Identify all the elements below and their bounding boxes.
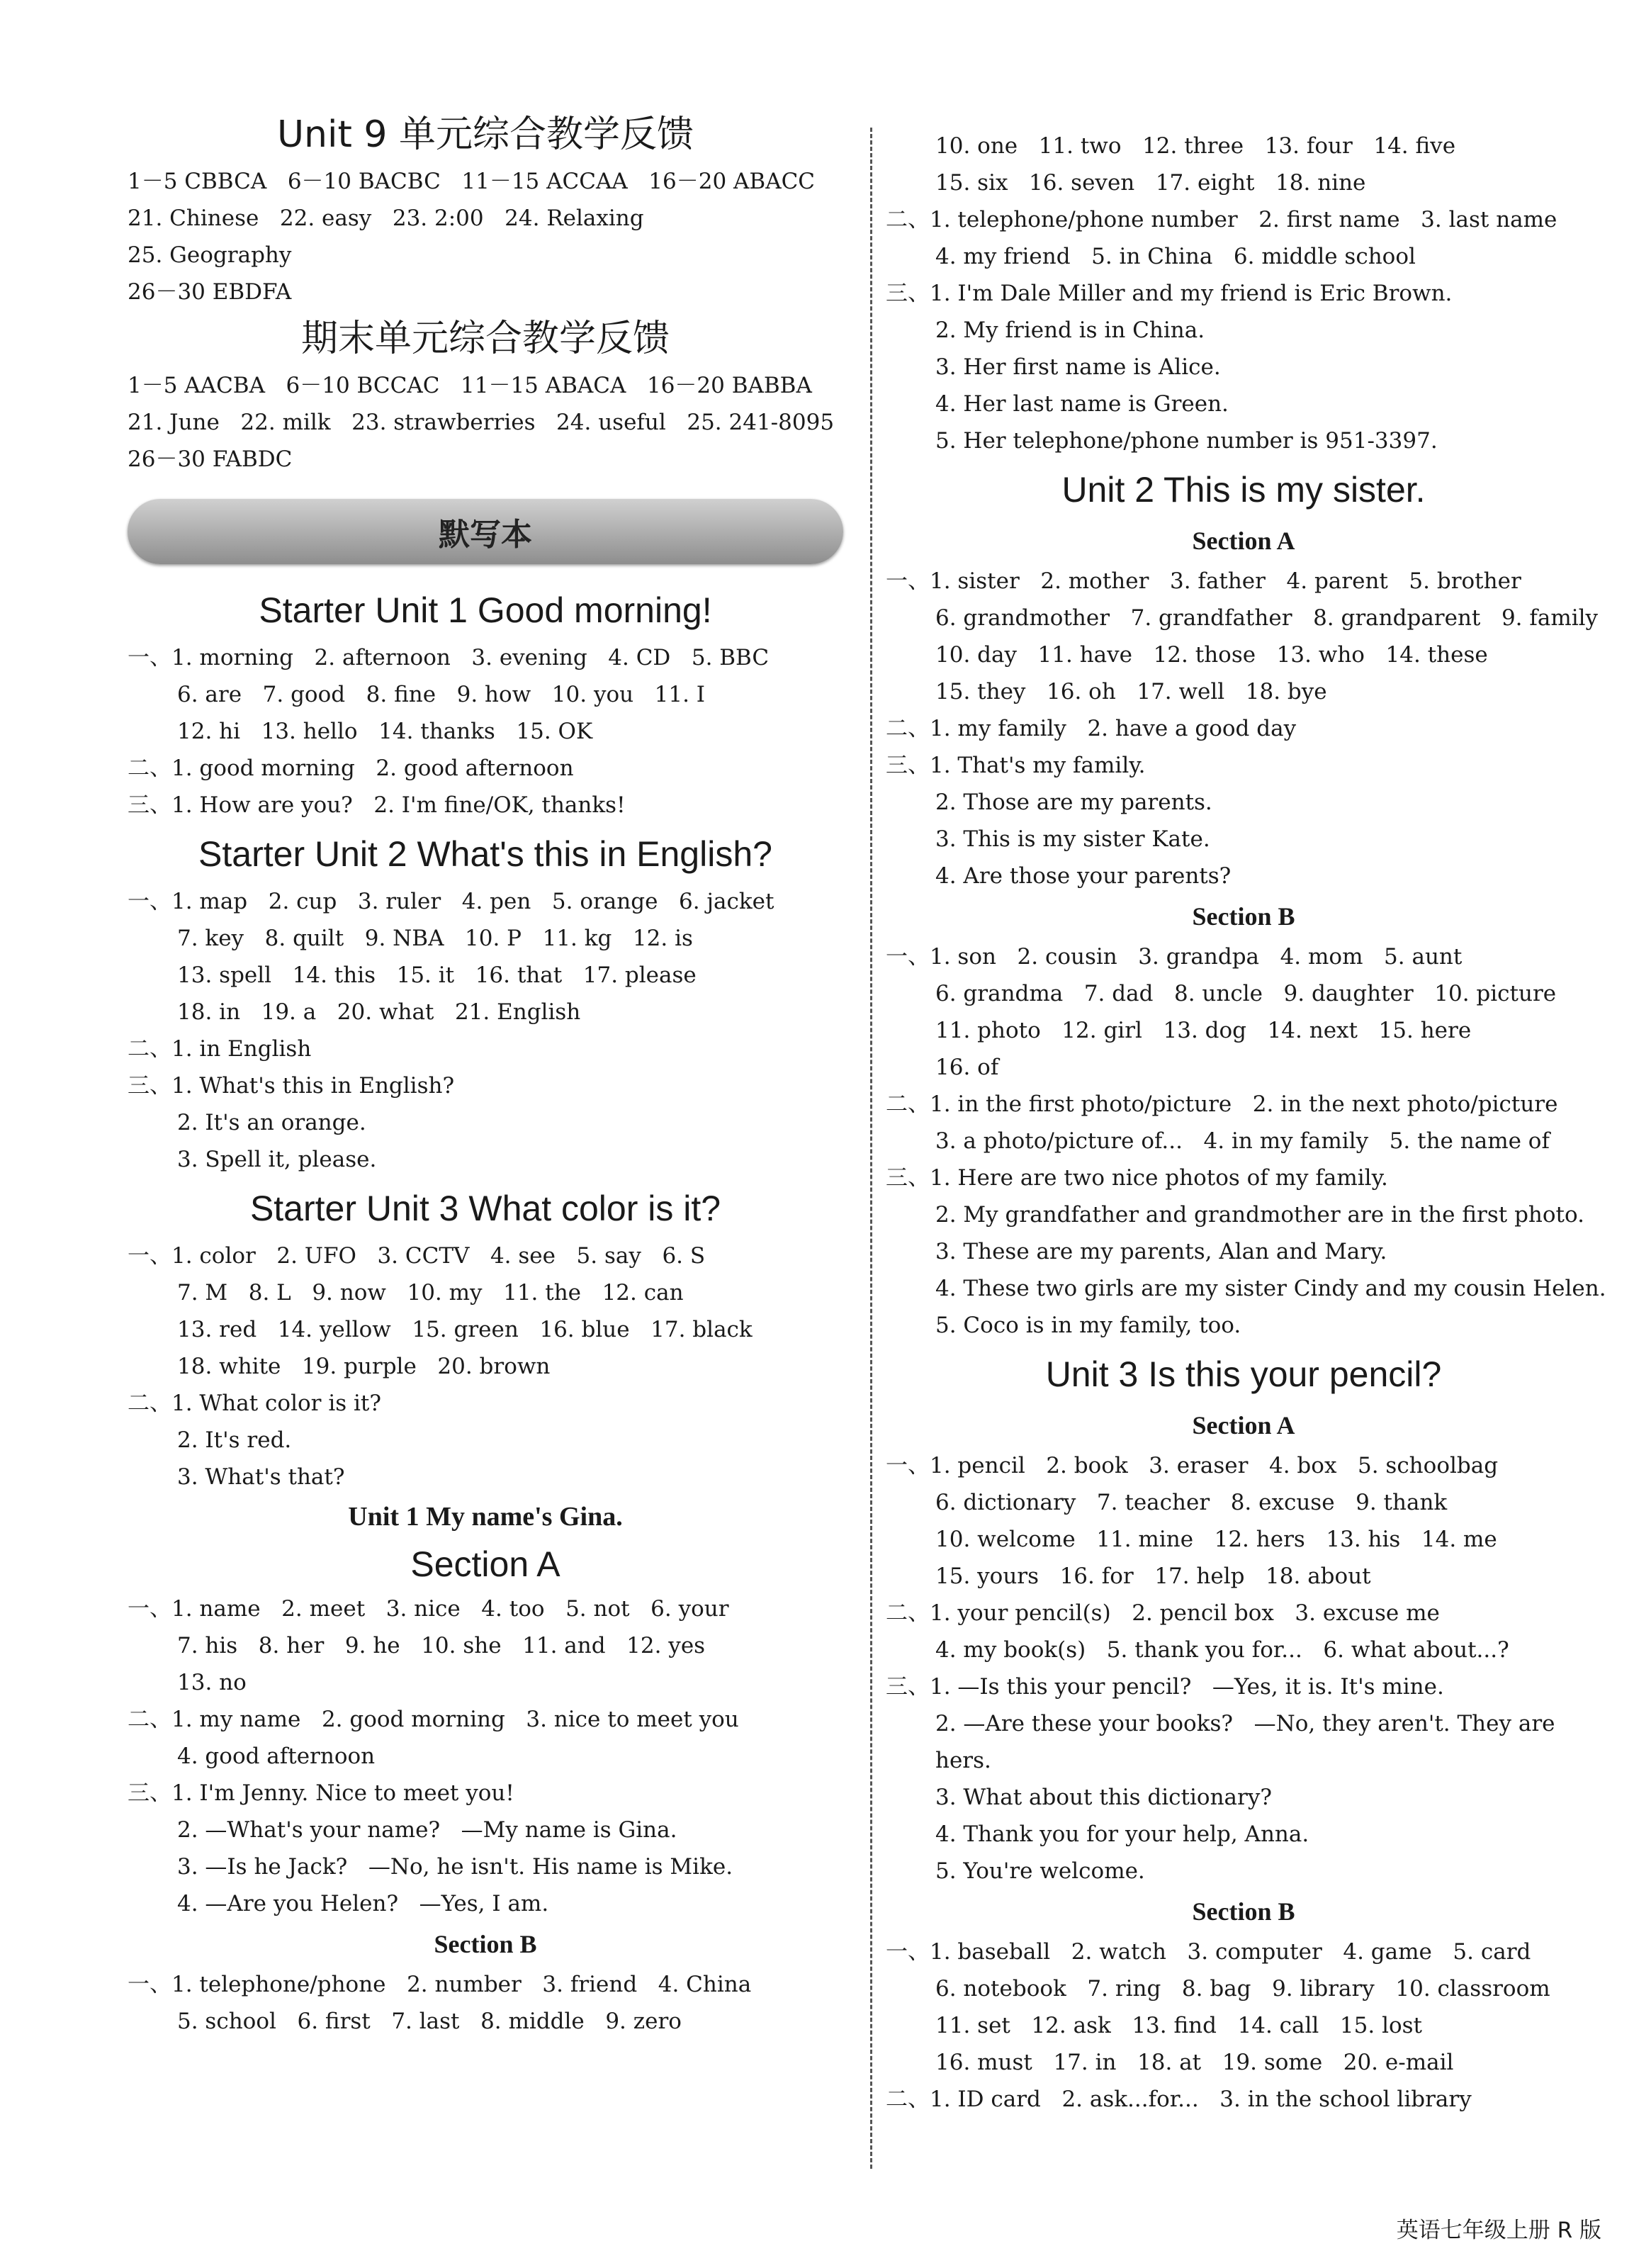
answer-line: 4. my friend 5. in China 6. middle school [935, 244, 1416, 269]
unit-heading: Unit 3 Is this your pencil? [1045, 1354, 1442, 1394]
answer-line: 一、1. son 2. cousin 3. grandpa 4. mom 5. aunt [886, 944, 1463, 970]
answer-line: 3. a photo/picture of... 4. in my family 5. the name of [935, 1128, 1550, 1154]
answer-line: 10. one 11. two 12. three 13. four 14. five [935, 133, 1456, 159]
answer-line: 15. six 16. seven 17. eight 18. nine [935, 170, 1366, 196]
answer-line: 15. yours 16. for 17. help 18. about [935, 1564, 1371, 1589]
unit-heading: Unit 1 My name's Gina. [348, 1502, 623, 1532]
answer-line: 6. grandma 7. dad 8. uncle 9. daughter 10. picture [935, 981, 1557, 1006]
answer-line: 18. white 19. purple 20. brown [177, 1354, 551, 1379]
answer-line: 4. These two girls are my sister Cindy and my cousin Helen. [935, 1276, 1606, 1301]
answer-line: 7. his 8. her 9. he 10. she 11. and 12. yes [177, 1633, 706, 1658]
answer-line: 三、1. I'm Jenny. Nice to meet you! [128, 1780, 514, 1806]
answer-line: 一、1. pencil 2. book 3. eraser 4. box 5. schoolbag [886, 1453, 1499, 1478]
answer-line: 3. This is my sister Kate. [935, 826, 1210, 852]
answer-line: 一、1. map 2. cup 3. ruler 4. pen 5. orange 6. jacket [128, 889, 774, 914]
section-subheading: Section A [1192, 1411, 1295, 1439]
answer-line: 4. —Are you Helen? —Yes, I am. [177, 1891, 549, 1916]
answer-line: 11. photo 12. girl 13. dog 14. next 15. here [935, 1018, 1472, 1043]
answer-line: 6. grandmother 7. grandfather 8. grandparent 9. family [935, 605, 1599, 631]
answer-line: 一、1. name 2. meet 3. nice 4. too 5. not 6. your [128, 1596, 729, 1622]
answer-line: 2. —What's your name? —My name is Gina. [177, 1817, 677, 1843]
answer-line: 三、1. How are you? 2. I'm fine/OK, thanks! [128, 792, 626, 818]
right-column [886, 128, 1606, 2118]
answer-line: 7. key 8. quilt 9. NBA 10. P 11. kg 12. is [177, 926, 693, 951]
answer-line: 13. no [177, 1670, 247, 1695]
answer-line: 11. set 12. ask 13. find 14. call 15. lost [935, 2013, 1423, 2038]
answer-line: 二、1. good morning 2. good afternoon [128, 756, 574, 781]
answer-line: 一、1. morning 2. afternoon 3. evening 4. CD 5. BBC [128, 645, 770, 670]
answer-line: 3. What about this dictionary? [935, 1785, 1272, 1810]
answer-line: 二、1. ID card 2. ask...for... 3. in the school library [886, 2087, 1472, 2112]
answer-line: 15. they 16. oh 17. well 18. bye [935, 679, 1327, 704]
answer-line: 2. —Are these your books? —No, they aren't. They are [935, 1711, 1555, 1736]
answer-line: 7. M 8. L 9. now 10. my 11. the 12. can [177, 1280, 684, 1306]
answer-line: 16. of [935, 1055, 999, 1080]
left-column [128, 106, 843, 2040]
section-subheading: Section B [1192, 902, 1295, 931]
section-subheading: Section B [1192, 1897, 1295, 1926]
answer-line: 三、1. That's my family. [886, 753, 1146, 778]
answer-line: 三、1. I'm Dale Miller and my friend is Eric Brown. [886, 281, 1453, 306]
answer-line: 三、1. —Is this your pencil? —Yes, it is. It's mine. [886, 1674, 1444, 1700]
page-footer: 英语七年级上册 R 版 [1396, 2218, 1601, 2243]
column-divider [870, 128, 872, 2169]
answer-line: 2. It's red. [177, 1427, 292, 1453]
answer-line: 一、1. sister 2. mother 3. father 4. parent 5. brother [886, 568, 1521, 594]
answer-line: 二、1. in the first photo/picture 2. in the next photo/picture [886, 1091, 1558, 1117]
answer-line: 3. Spell it, please. [177, 1147, 377, 1172]
answer-line: 2. Those are my parents. [935, 790, 1212, 815]
answer-line: 4. Are those your parents? [935, 863, 1232, 889]
section-heading: 期末单元综合教学反馈 [300, 318, 670, 360]
answer-line: 4. Her last name is Green. [935, 391, 1229, 417]
answer-line: 2. My friend is in China. [935, 318, 1205, 343]
answer-line: 2. My grandfather and grandmother are in the first photo. [935, 1202, 1584, 1228]
section-subheading: Section A [1192, 527, 1295, 555]
answer-line: 三、1. Here are two nice photos of my family. [886, 1165, 1388, 1191]
answer-line: 一、1. baseball 2. watch 3. computer 4. game 5. card [886, 1939, 1531, 1965]
answer-line: 三、1. What's this in English? [128, 1073, 455, 1099]
answer-line: 18. in 19. a 20. what 21. English [177, 999, 581, 1025]
answer-line: 二、1. in English [128, 1036, 312, 1062]
answer-line: 3. —Is he Jack? —No, he isn't. His name is Mike. [177, 1854, 733, 1880]
answer-line: 二、1. your pencil(s) 2. pencil box 3. excuse me [886, 1600, 1440, 1626]
answer-line: 4. my book(s) 5. thank you for... 6. what about...? [935, 1637, 1509, 1663]
answer-line: 21. Chinese 22. easy 23. 2:00 24. Relaxing [128, 206, 644, 231]
unit-heading: Starter Unit 2 What's this in English? [198, 834, 772, 874]
answer-line: 21. June 22. milk 23. strawberries 24. useful 25. 241-8095 [128, 410, 835, 435]
answer-line: 一、1. telephone/phone 2. number 3. friend 4. China [128, 1972, 752, 1997]
unit-heading: Starter Unit 3 What color is it? [249, 1189, 721, 1228]
answer-line: 二、1. telephone/phone number 2. first name 3. last name [886, 207, 1557, 232]
answer-line: 2. It's an orange. [177, 1110, 366, 1135]
answer-line: 10. day 11. have 12. those 13. who 14. these [935, 642, 1488, 668]
answer-line: 二、1. What color is it? [128, 1391, 381, 1416]
answer-line: 1－5 CBBCA 6－10 BACBC 11－15 ACCAA 16－20 ABACC [128, 169, 816, 194]
answer-line: 二、1. my name 2. good morning 3. nice to meet you [128, 1707, 739, 1732]
answer-line: 10. welcome 11. mine 12. hers 13. his 14. me [935, 1527, 1497, 1552]
answer-line: 4. Thank you for your help, Anna. [935, 1821, 1309, 1847]
answer-line: 二、1. my family 2. have a good day [886, 716, 1297, 741]
answer-line: 4. good afternoon [177, 1744, 376, 1769]
answer-line: 5. You're welcome. [935, 1858, 1145, 1884]
answer-line: 12. hi 13. hello 14. thanks 15. OK [177, 719, 593, 744]
unit-heading: Starter Unit 1 Good morning! [259, 590, 712, 630]
answer-line: 5. Coco is in my family, too. [935, 1313, 1241, 1338]
answer-line: 3. Her first name is Alice. [935, 354, 1221, 380]
answer-line: 26－30 EBDFA [128, 279, 292, 305]
answer-line: 1－5 AACBA 6－10 BCCAC 11－15 ABACA 16－20 BABBA [128, 373, 812, 398]
answer-line: 5. Her telephone/phone number is 951-3397. [935, 428, 1438, 454]
section-subheading: Section A [410, 1544, 560, 1584]
answer-line: hers. [935, 1748, 991, 1773]
answer-line: 一、1. color 2. UFO 3. CCTV 4. see 5. say 6. S [128, 1243, 706, 1269]
unit-heading: Unit 2 This is my sister. [1061, 470, 1426, 510]
answer-line: 3. These are my parents, Alan and Mary. [935, 1239, 1387, 1264]
section-subheading: Section B [434, 1930, 537, 1958]
answer-line: 13. spell 14. this 15. it 16. that 17. please [177, 962, 697, 988]
answer-line: 25. Geography [128, 242, 292, 268]
answer-line: 16. must 17. in 18. at 19. some 20. e-mail [935, 2050, 1454, 2075]
answer-line: 6. dictionary 7. teacher 8. excuse 9. thank [935, 1490, 1448, 1515]
answer-line: 6. notebook 7. ring 8. bag 9. library 10. classroom [935, 1976, 1550, 2002]
answer-line: 6. are 7. good 8. fine 9. how 10. you 11. I [177, 682, 706, 707]
answer-line: 3. What's that? [177, 1464, 345, 1490]
answer-line: 13. red 14. yellow 15. green 16. blue 17. black [177, 1317, 753, 1342]
answer-line: 5. school 6. first 7. last 8. middle 9. zero [177, 2009, 682, 2034]
dictation-banner: 默写本 [128, 499, 843, 564]
section-heading: Unit 9 单元综合教学反馈 [277, 113, 694, 156]
answer-line: 26－30 FABDC [128, 447, 293, 472]
